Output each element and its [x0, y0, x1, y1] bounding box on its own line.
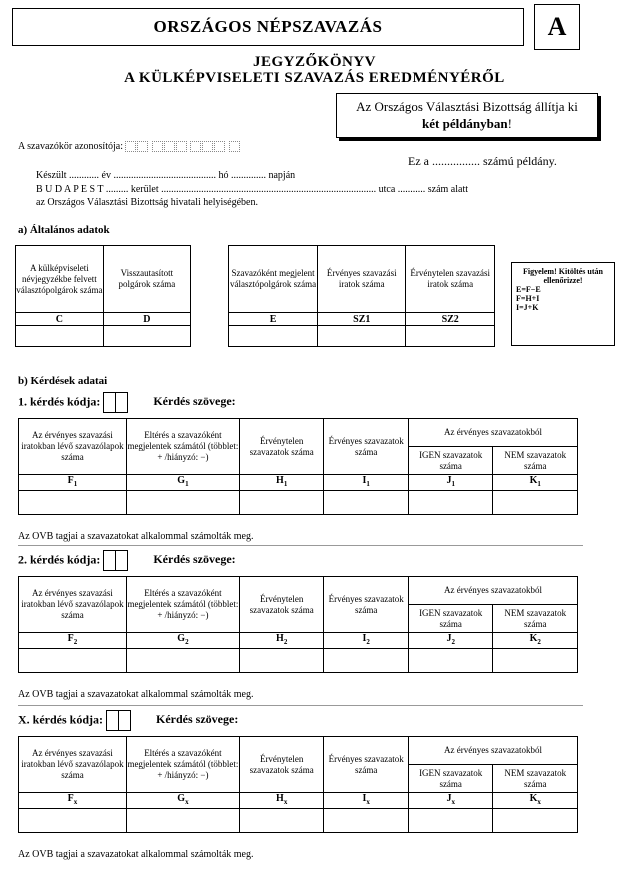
issuer-note-bold: két példányban	[422, 116, 508, 131]
count-note: Az OVB tagjai a szavazatokat alkalommal számolták meg.	[18, 689, 254, 700]
column-code: $G_1$	[126, 475, 239, 491]
question-text-label: Kérdés szövege:	[156, 712, 239, 727]
header-difference: Eltérés a szavazóként megjelentek számától (többlet: + /hiányzó: −)	[126, 737, 239, 793]
header-sz1: Érvényes szavazási iratok száma	[318, 246, 406, 313]
input-cell[interactable]	[126, 491, 239, 515]
question-code-label: 1. kérdés kódja:	[18, 394, 101, 409]
input-cell[interactable]	[324, 491, 409, 515]
column-code: $J_x$	[408, 793, 493, 809]
column-code: $F_x$	[19, 793, 127, 809]
input-cell[interactable]	[493, 649, 578, 673]
column-code: $I_x$	[324, 793, 409, 809]
header-valid: Érvényes szavazatok száma	[324, 737, 409, 793]
header-difference: Eltérés a szavazóként megjelentek számától (többlet: + /hiányzó: −)	[126, 577, 239, 633]
input-d[interactable]	[103, 326, 190, 347]
code-e: E	[229, 313, 318, 326]
question-table	[18, 418, 578, 515]
question-code-label: 2. kérdés kódja:	[18, 552, 101, 567]
district-id-row	[18, 141, 241, 152]
input-sz2[interactable]	[406, 326, 495, 347]
question-code-box[interactable]	[118, 710, 131, 731]
header-yes: IGEN szavazatok száma	[408, 605, 493, 633]
section-a-heading: a) Általános adatok	[18, 224, 110, 236]
question-table	[18, 576, 578, 673]
header-ballots: Az érvényes szavazási iratokban lévő szavazólapok száma	[19, 577, 127, 633]
count-note: Az OVB tagjai a szavazatokat alkalommal számolták meg.	[18, 849, 254, 860]
check-note-line3: I=J+K	[516, 303, 539, 312]
header-d: Visszautasított polgárok száma	[103, 246, 190, 313]
question-code-label: X. kérdés kódja:	[18, 712, 104, 727]
question-table	[18, 736, 578, 833]
header-yes: IGEN szavazatok száma	[408, 765, 493, 793]
question-block	[18, 392, 598, 542]
issuer-note-end: !	[507, 116, 512, 131]
date-line: Készült ............ év ......................................... hó .............. napján	[36, 170, 296, 181]
issuer-note-line1: Az Országos Választási Bizottság állítja ki	[356, 99, 578, 114]
column-code: $I_2$	[324, 633, 409, 649]
header-valid: Érvényes szavazatok száma	[324, 419, 409, 475]
input-cell[interactable]	[239, 491, 324, 515]
check-note	[511, 262, 615, 346]
header-valid-group: Az érvényes szavazatokból	[408, 577, 577, 605]
table-a-left	[15, 245, 191, 347]
district-id-boxes[interactable]	[125, 141, 241, 152]
question-title-row	[18, 392, 598, 414]
question-code-box[interactable]	[115, 392, 128, 413]
code-sz1: SZ1	[318, 313, 406, 326]
input-cell[interactable]	[126, 809, 239, 833]
header-valid-group: Az érvényes szavazatokból	[408, 737, 577, 765]
column-code: $K_x$	[493, 793, 578, 809]
input-cell[interactable]	[239, 649, 324, 673]
code-d: D	[103, 313, 190, 326]
question-block	[18, 550, 598, 700]
check-note-title: Figyelem! Kitöltés után ellenőrizze!	[523, 267, 603, 285]
header-ballots: Az érvényes szavazási iratokban lévő szavazólapok száma	[19, 737, 127, 793]
header-valid: Érvényes szavazatok száma	[324, 577, 409, 633]
header-no: NEM szavazatok száma	[493, 605, 578, 633]
input-cell[interactable]	[239, 809, 324, 833]
question-text-label: Kérdés szövege:	[153, 552, 236, 567]
doc-title-line2: A KÜLKÉPVISELETI SZAVAZÁS EREDMÉNYÉRŐL	[124, 70, 505, 86]
header-difference: Eltérés a szavazóként megjelentek számától (többlet: + /hiányzó: −)	[126, 419, 239, 475]
code-c: C	[16, 313, 104, 326]
check-note-line2: F=H+I	[516, 294, 540, 303]
header-invalid: Érvénytelen szavazatok száma	[239, 577, 324, 633]
input-cell[interactable]	[126, 649, 239, 673]
copy-number: Ez a ................ számú példány.	[408, 154, 557, 168]
question-title-row	[18, 710, 598, 732]
column-code: $G_2$	[126, 633, 239, 649]
address-line: B U D A P E S T ......... kerület ...................................................................................... utca ........... szám alatt	[36, 184, 469, 195]
column-code: $F_2$	[19, 633, 127, 649]
column-code: $K_2$	[493, 633, 578, 649]
header-ballots: Az érvényes szavazási iratokban lévő szavazólapok száma	[19, 419, 127, 475]
question-code-box[interactable]	[115, 550, 128, 571]
question-text-label: Kérdés szövege:	[153, 394, 236, 409]
input-cell[interactable]	[19, 491, 127, 515]
issuer-note	[336, 93, 598, 138]
header-sz2: Érvénytelen szavazási iratok száma	[406, 246, 495, 313]
input-cell[interactable]	[493, 809, 578, 833]
input-sz1[interactable]	[318, 326, 406, 347]
check-note-line1: E=F−E	[516, 285, 541, 294]
header-c: A külképviseleti névjegyzékbe felvett választópolgárok száma	[16, 246, 104, 313]
table-a-right	[228, 245, 495, 347]
input-cell[interactable]	[408, 649, 493, 673]
column-code: $F_1$	[19, 475, 127, 491]
count-note: Az OVB tagjai a szavazatokat alkalommal számolták meg.	[18, 531, 254, 542]
column-code: $H_1$	[239, 475, 324, 491]
location-line: az Országos Választási Bizottság hivatali helyiségében.	[36, 197, 258, 208]
input-c[interactable]	[16, 326, 104, 347]
column-code: $H_x$	[239, 793, 324, 809]
question-title-row	[18, 550, 598, 572]
column-code: $I_1$	[324, 475, 409, 491]
input-cell[interactable]	[408, 809, 493, 833]
header-title: ORSZÁGOS NÉPSZAVAZÁS	[12, 8, 524, 46]
header-no: NEM szavazatok száma	[493, 447, 578, 475]
column-code: $J_1$	[408, 475, 493, 491]
header-invalid: Érvénytelen szavazatok száma	[239, 419, 324, 475]
section-b-heading: b) Kérdések adatai	[18, 375, 108, 387]
input-cell[interactable]	[408, 491, 493, 515]
column-code: $H_2$	[239, 633, 324, 649]
column-code: $J_2$	[408, 633, 493, 649]
header-yes: IGEN szavazatok száma	[408, 447, 493, 475]
column-code: $G_x$	[126, 793, 239, 809]
divider	[18, 545, 583, 546]
header-e: Szavazóként megjelent választópolgárok száma	[229, 246, 318, 313]
input-cell[interactable]	[324, 649, 409, 673]
header-valid-group: Az érvényes szavazatokból	[408, 419, 577, 447]
question-block	[18, 710, 598, 860]
header-no: NEM szavazatok száma	[493, 765, 578, 793]
input-cell[interactable]	[493, 491, 578, 515]
input-e[interactable]	[229, 326, 318, 347]
doc-title-line1: JEGYZŐKÖNYV	[252, 54, 376, 70]
column-code: $K_1$	[493, 475, 578, 491]
form-letter: A	[534, 4, 580, 50]
header-invalid: Érvénytelen szavazatok száma	[239, 737, 324, 793]
divider	[18, 705, 583, 706]
input-cell[interactable]	[19, 649, 127, 673]
code-sz2: SZ2	[406, 313, 495, 326]
input-cell[interactable]	[19, 809, 127, 833]
issuer-note-line2	[337, 115, 597, 132]
district-id-label: A szavazókör azonosítója:	[18, 141, 123, 152]
input-cell[interactable]	[324, 809, 409, 833]
